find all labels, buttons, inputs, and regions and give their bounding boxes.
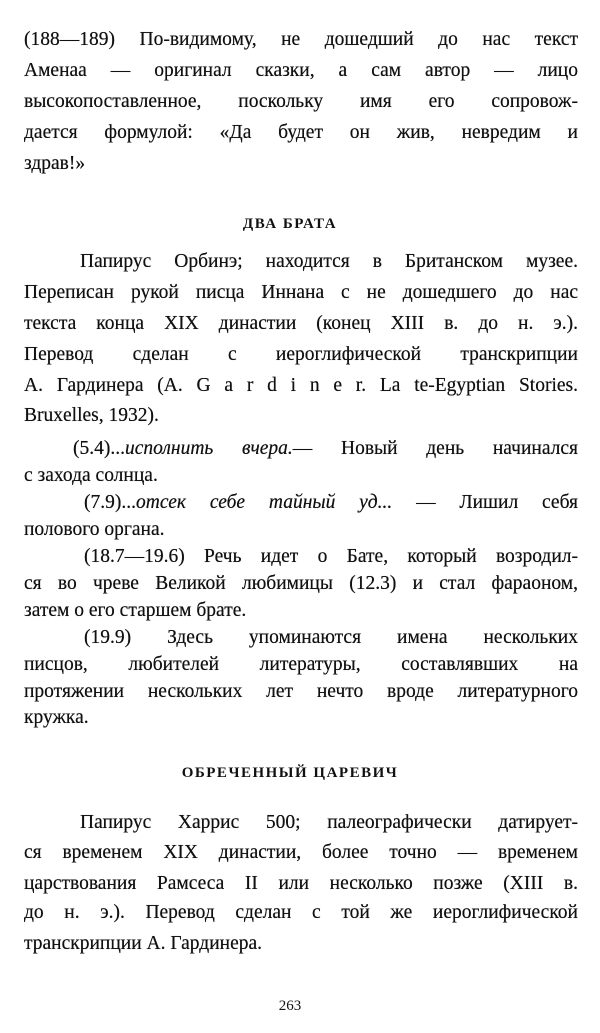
page-number: 263	[278, 998, 302, 1014]
text-line	[24, 706, 578, 730]
text-segment: кружка.	[24, 707, 89, 728]
text-line	[24, 343, 578, 367]
text-line	[24, 28, 578, 52]
text-segment: высокопоставленное, поскольку имя его сопровож-	[24, 91, 578, 112]
text-segment: ся временем XIX династии, более точно — временем	[24, 842, 578, 863]
text-line	[24, 90, 578, 114]
text-line	[24, 599, 578, 623]
text-segment: текста конца XIX династии (конец XIII в. до н. э.).	[24, 313, 578, 334]
text-line	[24, 901, 578, 925]
text-line	[24, 404, 578, 428]
text-segment: (188—189) По-видимому, не дошедший до нас текст	[24, 29, 578, 50]
text-segment: полового органа.	[24, 519, 165, 540]
text-line	[24, 572, 578, 596]
text-line	[24, 374, 578, 398]
text-segment: здрав!»	[24, 153, 86, 174]
text-segment: Папирус Харрис 500; палеографически датирует-	[80, 812, 578, 833]
text-line	[24, 518, 578, 542]
text-line	[24, 680, 578, 704]
text-segment: царствования Рамсеса II или несколько позже (XIII в.	[24, 873, 578, 894]
text-segment: (5.4)...	[73, 438, 125, 459]
text-segment: (19.9) Здесь упоминаются имена нескольких	[84, 627, 578, 648]
text-segment: Перевод сделан с иероглифической транскрипции	[24, 344, 578, 365]
text-segment: затем о его старшем брате.	[24, 600, 247, 621]
section-heading-doomed-prince: ОБРЕЧЕННЫЙ ЦАРЕВИЧ	[181, 765, 399, 781]
text-segment: с захода солнца.	[24, 465, 158, 486]
text-line	[84, 491, 578, 515]
text-segment: ся во чреве Великой любимицы (12.3) и стал фараоном,	[24, 573, 578, 594]
section-heading-two-brothers: ДВА БРАТА	[242, 216, 338, 232]
text-segment: — Лишил себя	[392, 492, 578, 513]
text-segment: — Новый день начинался	[292, 438, 578, 459]
text-line	[24, 312, 578, 336]
text-segment: Аменаа — оригинал сказки, а сам автор — лицо	[24, 60, 578, 81]
text-segment: Переписан рукой писца Иннана с не дошедшего до нас	[24, 282, 578, 303]
text-line	[80, 811, 578, 835]
text-segment: А. Гардинера (A. G a r d i n e r. La te-Egyptian Stories.	[24, 375, 578, 396]
text-segment: протяжении нескольких лет нечто вроде литературного	[24, 681, 578, 702]
text-line	[24, 932, 578, 956]
text-line	[24, 59, 578, 83]
italic-quote: отсек себе тайный уд...	[136, 492, 393, 513]
text-line	[24, 653, 578, 677]
text-line	[24, 872, 578, 896]
text-line	[24, 152, 578, 176]
text-segment: Папирус Орбинэ; находится в Британском музее.	[80, 251, 578, 272]
text-line	[80, 250, 578, 274]
text-segment: Bruxelles, 1932).	[24, 405, 159, 426]
text-segment: до н. э.). Перевод сделан с той же иероглифической	[24, 902, 578, 923]
text-segment: (7.9)...	[84, 492, 136, 513]
italic-quote: исполнить вчера.	[125, 438, 293, 459]
text-segment: (18.7—19.6) Речь идет о Бате, который возродил-	[84, 546, 578, 567]
text-line	[24, 464, 578, 488]
text-line	[73, 437, 578, 461]
text-segment: транскрипции А. Гардинера.	[24, 933, 263, 954]
text-segment: дается формулой: «Да будет он жив, невредим и	[24, 122, 578, 143]
text-line	[24, 121, 578, 145]
text-line	[84, 626, 578, 650]
text-line	[24, 841, 578, 865]
text-segment: писцов, любителей литературы, составлявших на	[24, 654, 578, 675]
text-line	[24, 281, 578, 305]
text-line	[84, 545, 578, 569]
